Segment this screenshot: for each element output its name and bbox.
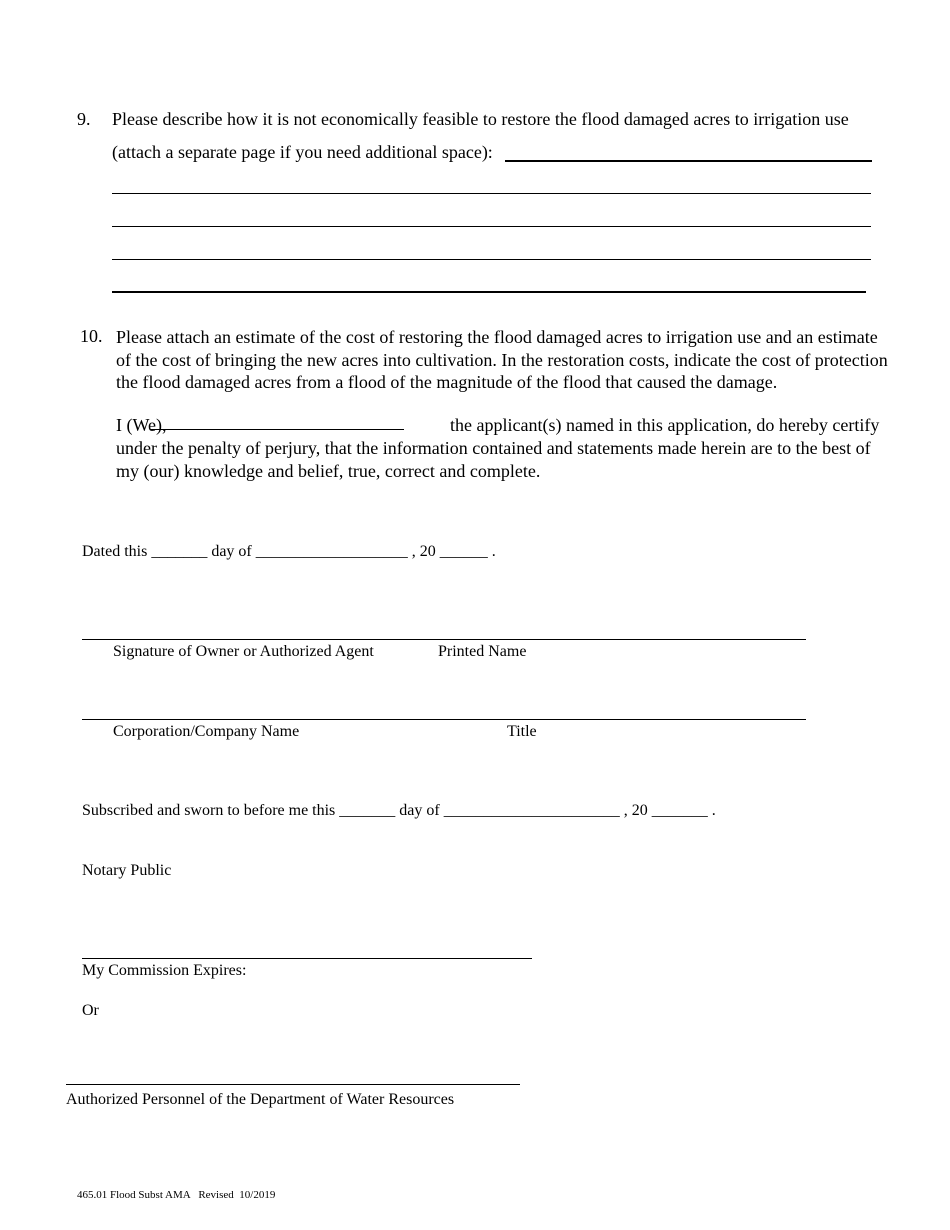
company-line[interactable] — [82, 719, 806, 720]
q10-number: 10. — [80, 326, 103, 346]
q9-answer-line-5[interactable] — [112, 291, 866, 293]
or-label: Or — [82, 1002, 99, 1019]
q9-answer-line-1[interactable] — [505, 160, 872, 162]
notary-public-label: Notary Public — [82, 862, 172, 879]
q10-text-line1: Please attach an estimate of the cost of restoring the flood damaged acres to irrigation use and an estimate — [116, 327, 878, 347]
owner-signature-label: Signature of Owner or Authorized Agent — [113, 643, 374, 660]
signature-line[interactable] — [82, 639, 806, 640]
q10-text-line2: of the cost of bringing the new acres into cultivation. In the restoration costs, indicate the cost of protection — [116, 349, 888, 370]
commission-expires-label: My Commission Expires: — [82, 962, 247, 979]
dated-line[interactable]: Dated this _______ day of ___________________ , 20 ______ . — [82, 543, 496, 560]
q9-text-line1: Please describe how it is not economically feasible to restore the flood damaged acres to irrigation use — [112, 109, 849, 129]
form-footer: 465.01 Flood Subst AMA Revised 10/2019 — [77, 1189, 276, 1201]
cert-line1-rest: the applicant(s) named in this application, do hereby certify — [450, 415, 880, 435]
authorized-signature-line[interactable] — [66, 1084, 520, 1085]
sworn-line[interactable]: Subscribed and sworn to before me this _______ day of ______________________ , 20 _______ . — [82, 802, 716, 819]
cert-text — [116, 437, 871, 482]
q9-number: 9. — [77, 109, 91, 129]
q10-text — [116, 326, 888, 394]
cert-text-line2: under the penalty of perjury, that the information contained and statements made herein are to the best of — [116, 438, 871, 458]
company-name-label: Corporation/Company Name — [113, 723, 300, 740]
q9-text-line2: (attach a separate page if you need additional space): — [112, 142, 493, 162]
applicant-name-line[interactable] — [150, 429, 404, 430]
cert-prefix: I (We), — [116, 415, 167, 435]
title-label: Title — [507, 723, 537, 740]
notary-signature-line[interactable] — [82, 958, 532, 959]
q9-answer-line-2[interactable] — [112, 193, 871, 194]
authorized-personnel-label: Authorized Personnel of the Department of Water Resources — [66, 1091, 455, 1108]
q9-answer-line-4[interactable] — [112, 259, 871, 260]
cert-text-line3: my (our) knowledge and belief, true, correct and complete. — [116, 460, 541, 481]
q9-answer-line-3[interactable] — [112, 226, 871, 227]
printed-name-label: Printed Name — [438, 643, 527, 660]
q10-text-line3: the flood damaged acres from a flood of the magnitude of the flood that caused the damage. — [116, 372, 778, 392]
